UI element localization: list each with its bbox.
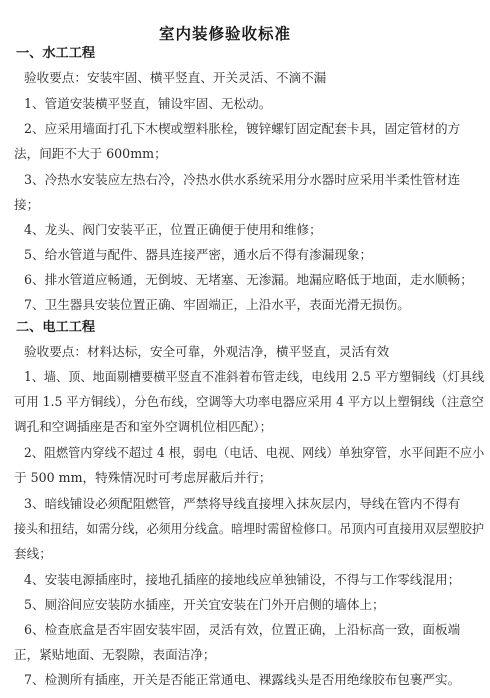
- electric-item-5: 5、厕浴间应安装防水插座，开关宜安装在门外开启侧的墙体上；: [24, 597, 385, 612]
- document-title: 室内装修验收标准: [158, 25, 291, 43]
- water-item-7: 7、卫生器具安装位置正确、牢固端正，上沿水平，表面光滑无损伤。: [24, 297, 410, 312]
- water-item-3-cont: 接；: [14, 197, 40, 212]
- electric-item-2: 2、阻燃管内穿线不超过 4 根，弱电（电话、电视、网线）单独穿管，水平间距不应小: [24, 445, 485, 460]
- water-item-2: 2、应采用墙面打孔下木楔或塑料胀栓，镀锌螺钉固定配套卡具，固定管材的方: [24, 121, 461, 136]
- water-item-1: 1、管道安装横平竖直，铺设牢固、无松动。: [24, 96, 272, 111]
- electric-item-3-cont-b: 套线；: [14, 546, 52, 561]
- section-heading-electric: 二、电工工程: [16, 320, 96, 335]
- electric-item-4: 4、安装电源插座时，接地孔插座的接地线应单独铺设，不得与工作零线混用；: [24, 572, 461, 587]
- section-heading-water: 一、水工工程: [16, 46, 96, 61]
- water-item-3: 3、冷热水安装应左热右冷，冷热水供水系统采用分水器时应采用半柔性管材连: [24, 172, 461, 187]
- water-item-2-cont: 法，间距不大于 600mm；: [14, 146, 167, 161]
- electric-item-3: 3、暗线铺设必须配阻燃管，严禁将导线直接埋入抹灰层内，导线在管内不得有: [24, 496, 461, 511]
- electric-item-7: 7、检测所有插座，开关是否能正常通电、裸露线头是否用绝缘胶布包裹严实。: [24, 672, 461, 687]
- water-item-4: 4、龙头、阀门安装平正，位置正确便于使用和维修；: [24, 222, 322, 237]
- electric-item-2-cont: 于 500 mm，特殊情况时可考虑屏蔽后并行；: [14, 470, 272, 485]
- water-item-5: 5、给水管道与配件、器具连接严密，通水后不得有渗漏现象；: [24, 247, 373, 262]
- electric-item-6-cont: 正，紧贴地面、无裂隙，表面洁净；: [14, 647, 216, 662]
- electric-item-1-cont-b: 调孔和空调插座是否和室外空调机位相匹配）；: [14, 419, 273, 434]
- water-key-points: 验收要点：安装牢固、横平竖直、开关灵活、不滴不漏: [24, 70, 327, 85]
- electric-key-points: 验收要点：材料达标，安全可靠，外观洁净，横平竖直，灵活有效: [24, 344, 390, 359]
- electric-item-6: 6、检查底盒是否牢固安装牢固，灵活有效，位置正确，上沿标高一致，面板端: [24, 622, 461, 637]
- electric-item-1-cont-a: 可用 1.5 平方铜线），分色布线，空调等大功率电器应采用 4 平方以上塑铜线（注意空: [14, 394, 484, 409]
- water-item-6: 6、排水管道应畅通，无倒坡、无堵塞、无渗漏。地漏应略低于地面，走水顺畅；: [24, 272, 473, 287]
- electric-item-3-cont-a: 接头和扭结，如需分线，必须用分线盒。暗埋时需留检修口。吊顶内可直接用双层塑胶护: [14, 521, 485, 536]
- electric-item-1: 1、墙、顶、地面剔槽要横平竖直不准斜着布管走线，电线用 2.5 平方塑铜线（灯具线: [24, 369, 485, 384]
